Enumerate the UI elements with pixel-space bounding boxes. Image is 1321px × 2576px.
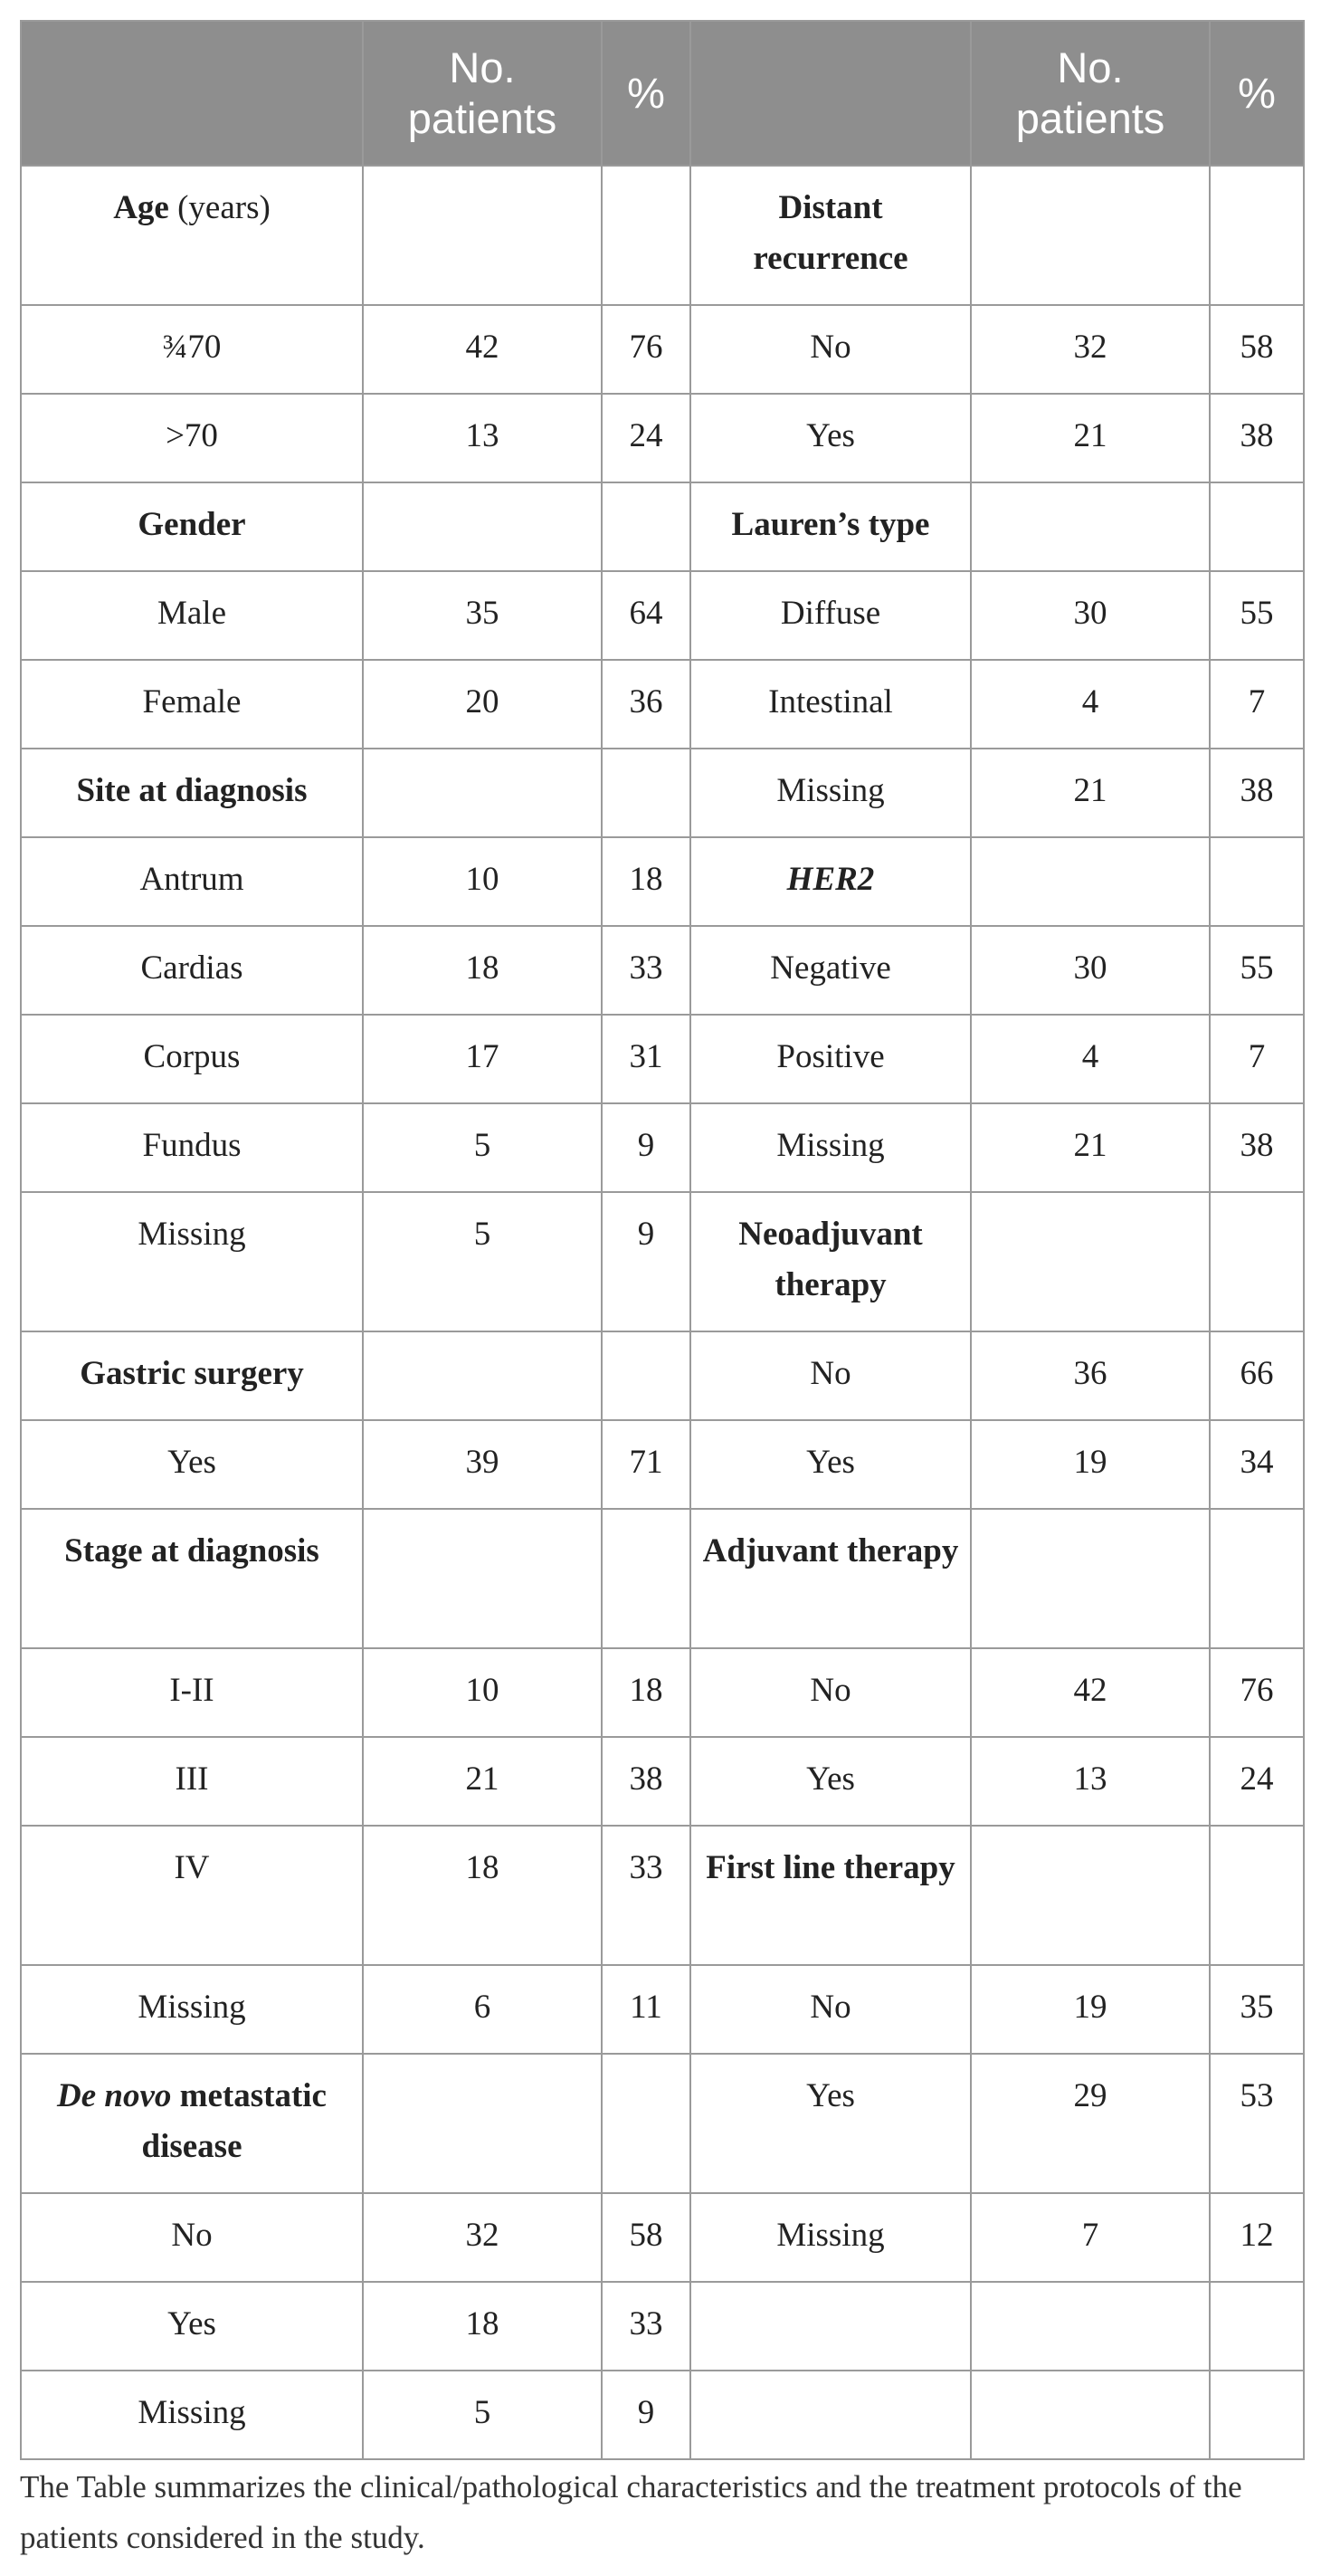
cell-text: 32 <box>465 2217 499 2254</box>
cell-text: 18 <box>465 949 499 987</box>
table-cell <box>690 2054 971 2193</box>
table-cell <box>1210 2282 1304 2371</box>
table-cell <box>363 1015 602 1103</box>
cell-text: Yes <box>806 2077 855 2114</box>
cell-text: 19 <box>1073 1989 1107 2026</box>
cell-text: I-II <box>169 1672 214 1709</box>
cell-text: 21 <box>1073 417 1107 454</box>
table-cell <box>971 1103 1210 1192</box>
table-cell <box>21 2282 363 2371</box>
table-cell <box>602 1509 690 1648</box>
table-row <box>21 1331 1304 1420</box>
table-cell <box>690 2282 971 2371</box>
characteristics-table <box>20 20 1305 2460</box>
table-cell <box>971 1737 1210 1826</box>
table-cell <box>602 1192 690 1331</box>
table-cell <box>21 1737 363 1826</box>
cell-text: No <box>171 2217 213 2254</box>
table-cell <box>602 837 690 926</box>
table-row <box>21 2054 1304 2193</box>
table-row <box>21 660 1304 749</box>
cell-text: Distant recurrence <box>753 189 908 277</box>
table-cell <box>971 749 1210 837</box>
table-cell <box>971 1015 1210 1103</box>
table-cell <box>363 2282 602 2371</box>
table-cell <box>971 2193 1210 2282</box>
cell-text: Diffuse <box>780 595 881 632</box>
cell-text: 21 <box>465 1760 499 1798</box>
table-cell <box>602 1015 690 1103</box>
table-cell <box>21 1509 363 1648</box>
table-cell <box>602 2054 690 2193</box>
cell-text: 18 <box>629 1672 663 1709</box>
table-cell <box>363 1331 602 1420</box>
table-cell <box>363 1420 602 1509</box>
table-cell <box>690 926 971 1015</box>
cell-text: 35 <box>465 595 499 632</box>
table-cell <box>971 1648 1210 1737</box>
cell-text: 12 <box>1240 2217 1274 2254</box>
table-cell <box>21 2193 363 2282</box>
table-cell <box>690 1509 971 1648</box>
table-cell <box>1210 166 1304 305</box>
table-cell <box>690 660 971 749</box>
cell-text: Fundus <box>142 1127 242 1164</box>
table-body <box>21 166 1304 2459</box>
table-cell <box>1210 1015 1304 1103</box>
table-cell <box>363 482 602 571</box>
table-cell <box>1210 305 1304 394</box>
cell-text: Yes <box>806 1444 855 1481</box>
table-cell <box>21 2371 363 2459</box>
table-cell <box>690 166 971 305</box>
table-cell <box>21 1015 363 1103</box>
cell-text: Yes <box>167 1444 216 1481</box>
cell-text: 36 <box>629 683 663 720</box>
cell-text: 71 <box>629 1444 663 1481</box>
cell-text: 19 <box>1073 1444 1107 1481</box>
table-row <box>21 571 1304 660</box>
table-header <box>21 21 1304 166</box>
table-cell <box>971 1420 1210 1509</box>
cell-text: 58 <box>1240 329 1274 366</box>
table-cell <box>971 571 1210 660</box>
table-row <box>21 2371 1304 2459</box>
cell-text: ¾70 <box>162 329 222 366</box>
table-cell <box>363 571 602 660</box>
table-cell <box>602 2282 690 2371</box>
table-cell <box>971 2282 1210 2371</box>
cell-text: 11 <box>630 1989 662 2026</box>
header-cell-5: No. patients <box>971 21 1210 166</box>
table-cell <box>690 1648 971 1737</box>
cell-text: 55 <box>1240 595 1274 632</box>
table-cell <box>1210 1826 1304 1965</box>
cell-text: 58 <box>629 2217 663 2254</box>
table-cell <box>1210 1420 1304 1509</box>
cell-text: 33 <box>629 2305 663 2342</box>
header-cell-1 <box>21 21 363 166</box>
cell-text: Site at diagnosis <box>76 772 308 809</box>
characteristics-table-container <box>20 20 1303 2460</box>
table-cell <box>21 660 363 749</box>
table-cell <box>1210 2054 1304 2193</box>
table-row <box>21 1015 1304 1103</box>
table-cell <box>1210 1103 1304 1192</box>
cell-text: Corpus <box>143 1038 241 1075</box>
header-cell-4 <box>690 21 971 166</box>
table-cell <box>602 571 690 660</box>
table-cell <box>602 1648 690 1737</box>
table-cell <box>363 926 602 1015</box>
table-cell <box>690 837 971 926</box>
cell-text: Negative <box>770 949 891 987</box>
cell-text: 38 <box>1240 417 1274 454</box>
cell-text: No <box>810 1355 851 1392</box>
table-cell <box>602 1737 690 1826</box>
table-row <box>21 1826 1304 1965</box>
table-cell <box>690 1015 971 1103</box>
table-cell <box>971 1509 1210 1648</box>
table-cell <box>690 1420 971 1509</box>
table-cell <box>602 482 690 571</box>
table-cell <box>363 1509 602 1648</box>
table-cell <box>1210 749 1304 837</box>
table-cell <box>1210 1648 1304 1737</box>
cell-text: 5 <box>473 2394 491 2431</box>
table-cell <box>21 1826 363 1965</box>
cell-text: 76 <box>1240 1672 1274 1709</box>
cell-text: 34 <box>1240 1444 1274 1481</box>
table-cell <box>1210 837 1304 926</box>
table-cell <box>690 1737 971 1826</box>
header-cell-3: % <box>602 21 690 166</box>
table-cell <box>971 837 1210 926</box>
table-cell <box>1210 2193 1304 2282</box>
cell-text: Stage at diagnosis <box>64 1532 319 1569</box>
table-cell <box>690 1826 971 1965</box>
table-cell <box>21 1103 363 1192</box>
table-row <box>21 837 1304 926</box>
table-cell <box>21 1192 363 1331</box>
table-cell <box>602 394 690 482</box>
cell-text: 5 <box>473 1216 491 1253</box>
cell-text: Cardias <box>140 949 243 987</box>
table-cell <box>602 749 690 837</box>
cell-text: 7 <box>1248 683 1266 720</box>
cell-text: 33 <box>629 949 663 987</box>
cell-text: 18 <box>629 861 663 898</box>
cell-text: 5 <box>473 1127 491 1164</box>
table-cell <box>1210 1737 1304 1826</box>
table-cell <box>602 2371 690 2459</box>
header-row <box>21 21 1304 166</box>
table-cell <box>21 1965 363 2054</box>
table-cell <box>21 305 363 394</box>
table-cell <box>690 749 971 837</box>
table-row <box>21 166 1304 305</box>
table-cell <box>971 1965 1210 2054</box>
cell-text: Gastric surgery <box>80 1355 304 1392</box>
cell-text: 18 <box>465 2305 499 2342</box>
table-cell <box>1210 1331 1304 1420</box>
cell-text: 9 <box>637 1127 655 1164</box>
cell-text: No <box>810 329 851 366</box>
table-row <box>21 482 1304 571</box>
cell-text: Missing <box>776 772 885 809</box>
cell-text: 17 <box>465 1038 499 1075</box>
table-cell <box>363 2371 602 2459</box>
table-cell <box>971 660 1210 749</box>
cell-text: 39 <box>465 1444 499 1481</box>
table-cell <box>363 1103 602 1192</box>
table-row <box>21 2282 1304 2371</box>
table-cell <box>363 1826 602 1965</box>
table-cell <box>363 2193 602 2282</box>
table-cell <box>971 2054 1210 2193</box>
table-cell <box>363 394 602 482</box>
cell-text: IV <box>174 1849 210 1886</box>
table-cell <box>21 749 363 837</box>
table-cell <box>363 1192 602 1331</box>
cell-text: 64 <box>629 595 663 632</box>
table-row <box>21 749 1304 837</box>
cell-text: 31 <box>629 1038 663 1075</box>
cell-text: Gender <box>138 506 246 543</box>
table-cell <box>690 2371 971 2459</box>
cell-text: 24 <box>1240 1760 1274 1798</box>
cell-text: 38 <box>629 1760 663 1798</box>
cell-text: Yes <box>806 1760 855 1798</box>
table-cell <box>971 166 1210 305</box>
cell-text: 4 <box>1081 1038 1099 1075</box>
table-cell <box>602 1103 690 1192</box>
cell-text: 35 <box>1240 1989 1274 2026</box>
table-cell <box>602 1331 690 1420</box>
cell-text: 38 <box>1240 772 1274 809</box>
table-cell <box>690 1331 971 1420</box>
table-row <box>21 1103 1304 1192</box>
table-cell <box>21 1420 363 1509</box>
table-cell <box>690 1103 971 1192</box>
cell-text: 4 <box>1081 683 1099 720</box>
table-cell <box>21 394 363 482</box>
cell-text: 21 <box>1073 1127 1107 1164</box>
table-row <box>21 394 1304 482</box>
cell-text: III <box>175 1760 209 1798</box>
cell-text: 29 <box>1073 2077 1107 2114</box>
table-cell <box>1210 1965 1304 2054</box>
table-row <box>21 1509 1304 1648</box>
cell-text: Female <box>142 683 242 720</box>
table-row <box>21 2193 1304 2282</box>
table-cell <box>363 2054 602 2193</box>
table-cell <box>21 926 363 1015</box>
cell-text: 7 <box>1248 1038 1266 1075</box>
header-cell-6: % <box>1210 21 1304 166</box>
cell-text: Adjuvant therapy <box>702 1532 959 1569</box>
cell-text: >70 <box>166 417 218 454</box>
table-row <box>21 1737 1304 1826</box>
cell-text: 9 <box>637 1216 655 1253</box>
cell-text: Missing <box>776 2217 885 2254</box>
table-cell <box>602 1826 690 1965</box>
table-cell <box>971 1192 1210 1331</box>
table-row <box>21 1192 1304 1331</box>
table-cell <box>971 1826 1210 1965</box>
cell-text: No <box>810 1672 851 1709</box>
cell-unit: (years) <box>168 189 271 226</box>
cell-text: Intestinal <box>768 683 893 720</box>
table-cell <box>971 926 1210 1015</box>
table-cell <box>363 166 602 305</box>
table-cell <box>602 2193 690 2282</box>
cell-text: 30 <box>1073 595 1107 632</box>
table-cell <box>21 1648 363 1737</box>
table-caption: The Table summarizes the clinical/pathological characteristics and the treatment protocols of the patients considered in the study. <box>20 2469 1242 2555</box>
cell-text: Missing <box>776 1127 885 1164</box>
cell-text: 13 <box>1073 1760 1107 1798</box>
table-cell <box>1210 482 1304 571</box>
cell-text: No <box>810 1989 851 2026</box>
cell-text: Age <box>113 189 169 226</box>
cell-text: Neoadjuvant therapy <box>738 1216 923 1303</box>
cell-text: 13 <box>465 417 499 454</box>
cell-text: 10 <box>465 1672 499 1709</box>
table-cell <box>21 482 363 571</box>
cell-text: 36 <box>1073 1355 1107 1392</box>
cell-text: 30 <box>1073 949 1107 987</box>
table-cell <box>690 571 971 660</box>
table-cell <box>971 482 1210 571</box>
cell-text: 9 <box>637 2394 655 2431</box>
cell-text: 20 <box>465 683 499 720</box>
table-cell <box>363 1737 602 1826</box>
table-row <box>21 305 1304 394</box>
cell-text: 42 <box>465 329 499 366</box>
table-cell <box>971 305 1210 394</box>
cell-text: 66 <box>1240 1355 1274 1392</box>
table-cell <box>21 166 363 305</box>
table-cell <box>363 660 602 749</box>
table-row <box>21 1420 1304 1509</box>
table-cell <box>1210 926 1304 1015</box>
table-cell <box>363 837 602 926</box>
cell-text: Lauren’s type <box>731 506 930 543</box>
table-cell <box>1210 1509 1304 1648</box>
table-cell <box>363 305 602 394</box>
cell-text: Missing <box>138 1216 246 1253</box>
cell-text: 10 <box>465 861 499 898</box>
cell-text: 18 <box>465 1849 499 1886</box>
header-cell-2: No. patients <box>363 21 602 166</box>
cell-text: 7 <box>1081 2217 1099 2254</box>
cell-text: Missing <box>138 2394 246 2431</box>
table-cell <box>21 837 363 926</box>
table-cell <box>602 305 690 394</box>
cell-text: Male <box>157 595 227 632</box>
cell-text: Yes <box>806 417 855 454</box>
cell-text: 32 <box>1073 329 1107 366</box>
table-cell <box>602 1965 690 2054</box>
cell-text: 42 <box>1073 1672 1107 1709</box>
cell-text-continuation: metastatic disease <box>141 2077 327 2165</box>
table-cell <box>690 1965 971 2054</box>
table-cell <box>1210 1192 1304 1331</box>
table-row <box>21 926 1304 1015</box>
cell-text: Antrum <box>139 861 244 898</box>
cell-text: Positive <box>776 1038 885 1075</box>
table-cell <box>690 394 971 482</box>
table-cell <box>363 1648 602 1737</box>
table-row <box>21 1965 1304 2054</box>
cell-text: Missing <box>138 1989 246 2026</box>
cell-text: 55 <box>1240 949 1274 987</box>
table-cell <box>363 1965 602 2054</box>
cell-text: 53 <box>1240 2077 1274 2114</box>
table-cell <box>971 1331 1210 1420</box>
table-cell <box>1210 394 1304 482</box>
table-cell <box>690 2193 971 2282</box>
table-row <box>21 1648 1304 1737</box>
cell-text: 33 <box>629 1849 663 1886</box>
table-cell <box>1210 2371 1304 2459</box>
cell-text: 38 <box>1240 1127 1274 1164</box>
table-cell <box>363 749 602 837</box>
table-cell <box>1210 571 1304 660</box>
cell-text: First line therapy <box>706 1849 955 1886</box>
cell-text: 24 <box>629 417 663 454</box>
table-cell <box>602 1420 690 1509</box>
table-cell <box>602 660 690 749</box>
table-cell <box>21 2054 363 2193</box>
table-cell <box>971 2371 1210 2459</box>
table-cell <box>971 394 1210 482</box>
cell-text: 6 <box>473 1989 491 2026</box>
cell-text: Yes <box>167 2305 216 2342</box>
cell-text: 76 <box>629 329 663 366</box>
table-cell <box>21 571 363 660</box>
table-cell <box>1210 660 1304 749</box>
cell-text: HER2 <box>786 861 875 898</box>
table-cell <box>602 926 690 1015</box>
table-cell <box>602 166 690 305</box>
table-cell <box>690 1192 971 1331</box>
table-cell <box>690 305 971 394</box>
table-cell <box>21 1331 363 1420</box>
cell-text: De novo <box>57 2077 172 2114</box>
table-cell <box>690 482 971 571</box>
cell-text: 21 <box>1073 772 1107 809</box>
